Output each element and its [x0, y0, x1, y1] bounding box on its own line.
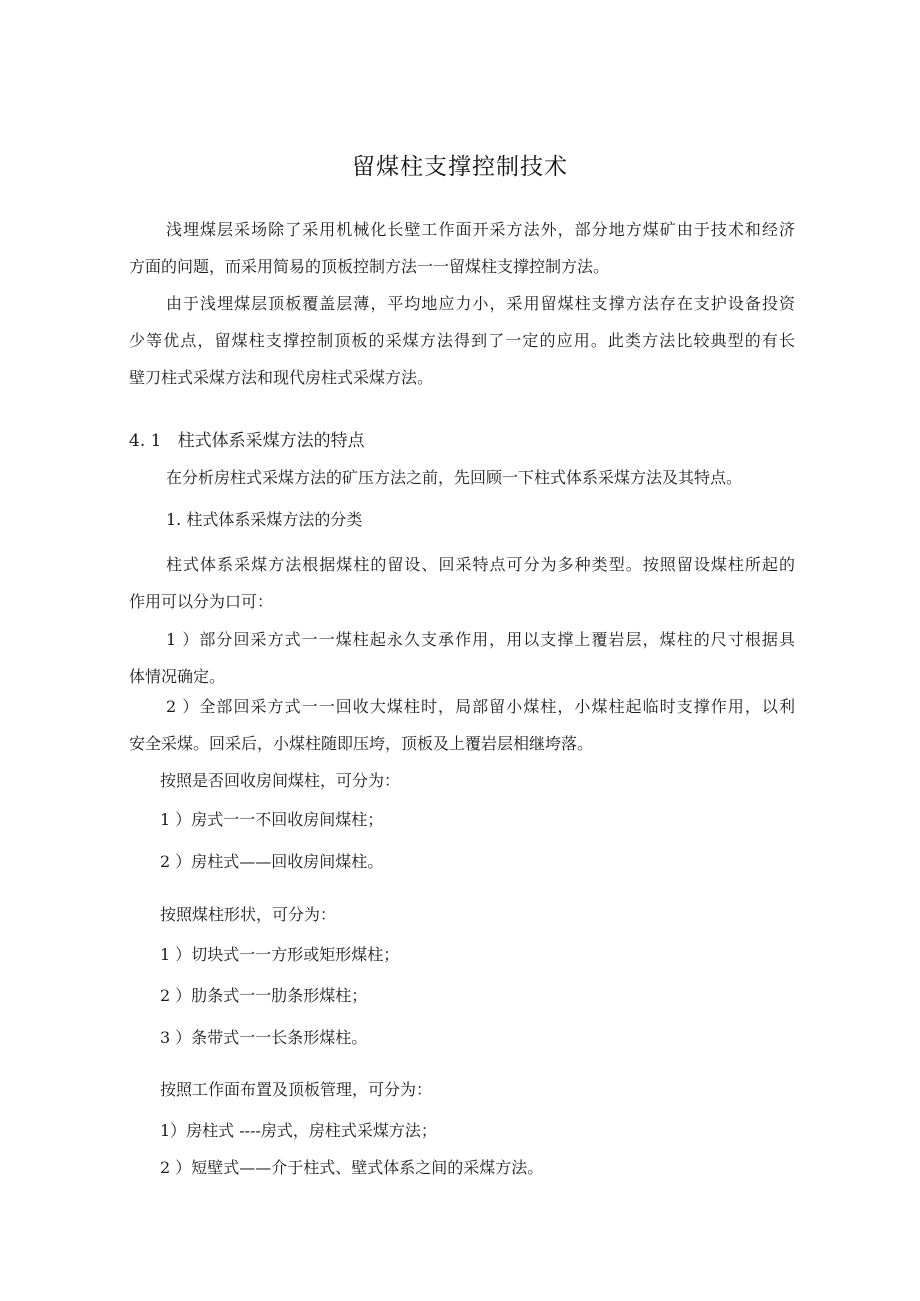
list-item: 3 ）条带式一一长条形煤柱。 — [160, 1028, 368, 1047]
section-lead-paragraph: 在分析房柱式采煤方法的矿压方法之前，先回顾一下柱式体系采煤方法及其特点。 — [166, 468, 743, 487]
section-heading: 4. 1 柱式体系采煤方法的特点 — [129, 431, 365, 451]
group-face-layout-lead: 按照工作面布置及顶板管理，可分为： — [160, 1080, 433, 1099]
intro-paragraph-2-line-3: 壁刀柱式采煤方法和现代房柱式采煤方法。 — [129, 368, 434, 387]
intro-paragraph-1-line-1: 浅埋煤层采场除了采用机械化长壁工作面开采方法外，部分地方煤矿由于技术和经济 — [166, 220, 795, 239]
list-item: 1）房柱式 ----房式，房柱式采煤方法； — [160, 1121, 437, 1140]
intro-paragraph-2-line-1: 由于浅埋煤层顶板覆盖层薄，平均地应力小，采用留煤柱支撑方法存在支护设备投资 — [166, 294, 795, 313]
list-item: 2 ）短壁式——介于柱式、壁式体系之间的采煤方法。 — [160, 1158, 544, 1177]
partial-mining-item-line-2: 体情况确定。 — [129, 667, 226, 686]
classification-paragraph-line-1: 柱式体系采煤方法根据煤柱的留设、回采特点可分为多种类型。按照留设煤柱所起的 — [166, 555, 795, 574]
list-item: 2 ）房柱式——回收房间煤柱。 — [160, 852, 384, 871]
group-pillar-recovery-lead: 按照是否回收房间煤柱，可分为： — [160, 771, 401, 790]
partial-mining-item-line-1: 1 ）部分回采方式一一煤柱起永久支承作用，用以支撑上覆岩层，煤柱的尺寸根据具 — [166, 630, 795, 649]
full-mining-item-line-1: 2 ）全部回采方式一一回收大煤柱时，局部留小煤柱，小煤柱起临时支撑作用，以利 — [166, 697, 795, 716]
document-title: 留煤柱支撑控制技术 — [352, 154, 568, 180]
list-item: 1 ）房式一一不回收房间煤柱； — [160, 810, 384, 829]
full-mining-item-line-2: 安全采煤。回采后，小煤柱随即压垮，顶板及上覆岩层相继垮落。 — [129, 734, 594, 753]
group-pillar-shape-lead: 按照煤柱形状，可分为： — [160, 905, 337, 924]
list-item: 1 ）切块式一一方形或矩形煤柱； — [160, 945, 400, 964]
intro-paragraph-2-line-2: 少等优点，留煤柱支撑控制顶板的采煤方法得到了一定的应用。此类方法比较典型的有长 — [129, 331, 795, 350]
classification-paragraph-line-2: 作用可以分为口可： — [129, 592, 274, 611]
list-item: 2 ）肋条式一一肋条形煤柱； — [160, 986, 368, 1005]
intro-paragraph-1-line-2: 方面的问题，而采用简易的顶板控制方法一一留煤柱支撑控制方法。 — [129, 257, 610, 276]
subheading-classification: 1. 柱式体系采煤方法的分类 — [166, 510, 363, 529]
